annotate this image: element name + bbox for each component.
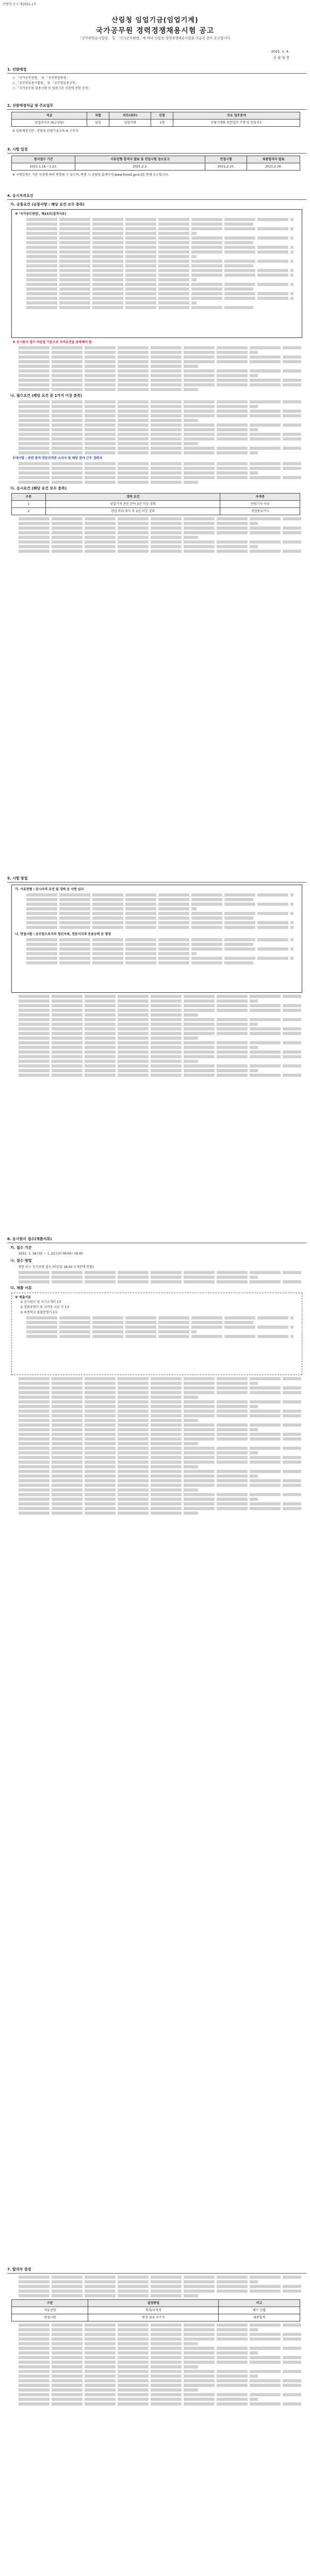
- table-cell: 임업기계: [109, 119, 151, 126]
- table-row: [12, 2307, 300, 2314]
- table-cell: 2021.2.10.: [205, 163, 247, 170]
- notice-number: 산림청 공고 제2021-1호: [3, 3, 37, 6]
- section-1-head: 1. 선발예정: [7, 67, 306, 74]
- table-row: [12, 508, 300, 515]
- result-table: [11, 2299, 300, 2321]
- s4-sub-3: 다. 응시요건 (해당 요건 모두 충족): [10, 486, 67, 490]
- issuer: 산 림 청 장: [273, 55, 289, 60]
- section-6-head: 6. 응시원서 접수(제출서류): [7, 1236, 306, 1243]
- table-header: 비고: [219, 2299, 300, 2307]
- table-cell: 2021.1.18.~1.22.: [12, 163, 75, 170]
- section-1: [7, 67, 306, 91]
- table-header: 경력 요건: [45, 494, 220, 501]
- exam-method-box: [11, 885, 302, 993]
- table-cell: 적격/부적격: [88, 2307, 219, 2314]
- table-row: [12, 501, 300, 508]
- s6-period: 2021. 1. 18.(월) ~ 1. 22.(금) 09:00~18:00: [19, 1252, 83, 1256]
- table-cell: 서류전형: [12, 2307, 88, 2314]
- box-title: ※ 제출서류: [15, 1296, 31, 1299]
- box-line: 나. 면접시험 : 공무원으로서의 정신자세, 전문지식과 응용능력 등 평정: [15, 932, 111, 936]
- notice-date: 2021. 1. 4.: [271, 49, 289, 54]
- table-cell: 1명: [151, 119, 173, 126]
- table-row: [12, 119, 300, 126]
- table-cell: 2021.2.3.: [75, 163, 205, 170]
- table-cell: 산림기사 이상: [220, 501, 300, 508]
- documents-box: [11, 1293, 302, 1375]
- table-header: 서류전형 합격자 발표 및 면접시험 장소공고: [75, 156, 205, 163]
- s6-sub-1: 가. 접수 기간: [10, 1245, 32, 1250]
- schedule-table: [11, 156, 300, 171]
- s3-note: ※ 시험일정은 기관 사정에 따라 변경될 수 있으며, 변경 시 산림청 홈페이지(www.forest.go.kr)를 통해 공고합니다.: [12, 173, 169, 177]
- s6-sub-3: 다. 제출 서류: [10, 1285, 32, 1290]
- table-header: 구분: [12, 494, 46, 501]
- table-cell: 2021.2.18.: [247, 163, 300, 170]
- table-header: 원서접수 기간: [12, 156, 75, 163]
- doc-item: ② 경력증명서 및 자격증 사본 각 1부: [20, 1306, 70, 1309]
- requirements-table: [11, 493, 300, 515]
- table-cell: 임업주사보 (6급상당): [12, 119, 87, 126]
- table-cell: 평정 결과 우수자: [88, 2314, 219, 2321]
- s4-red-note: ※ 응시원서 접수 마감일 기준으로 자격요건을 충족해야 함: [12, 341, 92, 344]
- table-cell: 임업: [87, 119, 109, 126]
- box-title: ※ '국가공무원법', 제33조(결격사유): [15, 212, 67, 216]
- doc-item: ③ 최종학교 졸업증명서 1부: [20, 1311, 58, 1314]
- table-header: 구분: [12, 2299, 88, 2307]
- s6-method: 방문 또는 등기우편 접수 (마감일 18:00 도착분에 한함): [19, 1265, 94, 1269]
- table-header: 최종합격자 발표: [247, 156, 300, 163]
- table-cell: 관련 학위 취득 후 2년 이상 경력: [45, 508, 220, 515]
- s4-sub-1: 가. 공통요건 (공통사항 : 해당 요건 모두 충족): [10, 202, 85, 207]
- doc-item: ① 응시원서 및 자기소개서 1부: [20, 1300, 62, 1304]
- positions-table: [11, 112, 300, 127]
- s6-sub-2: 나. 접수 방법: [10, 1259, 32, 1263]
- section-7: [7, 2267, 306, 2407]
- section-3-head: 3. 시험 일정: [7, 147, 306, 154]
- table-header: 결정방법: [88, 2299, 219, 2307]
- box-title: 가. 서류전형 : 응시자격 요건 및 경력 등 서면 심사: [15, 887, 84, 891]
- table-cell: 배수 선발: [219, 2307, 300, 2314]
- table-cell: 최종합격: [219, 2314, 300, 2321]
- section-3: [7, 147, 306, 178]
- title-line-1: 산림청 임업기금(임업기계): [111, 16, 199, 24]
- table-header: 면접시험: [205, 156, 247, 163]
- section-6: [7, 1236, 306, 1516]
- section-4: [7, 193, 306, 554]
- disqualification-box: [11, 209, 302, 338]
- intro-text: 「공무원임용시험령」 및 「국가공무원법」에 따라 산림청 경력경쟁채용시험을 다음과 같이 공고합니다.: [78, 36, 231, 40]
- section-5-head: 5. 시험 방법: [7, 876, 306, 883]
- s4-blue-note: 우대사항 : 관련 분야 전문자격증 소지자 및 해당 분야 근무 경력자: [12, 456, 102, 460]
- section-4-head: 4. 응시자격요건: [7, 193, 306, 200]
- s1-line: ○ 「국가공무원법」 및 「공무원임용령」: [12, 76, 70, 80]
- table-cell: 2: [12, 508, 46, 515]
- title-line-2: 국가공무원 경력경쟁채용시험 공고: [95, 26, 215, 35]
- table-row: [12, 2314, 300, 2321]
- table-cell: 1: [12, 501, 46, 508]
- section-5: [7, 876, 306, 1078]
- section-2-head: 2. 선발예정직급 및 주요업무: [7, 103, 306, 110]
- s1-line: ○ 「국가공무원 임용시험 등 임용기준 지정에 관한 규정」: [12, 86, 91, 90]
- table-header: 직무(세부): [109, 112, 151, 119]
- table-cell: 면접시험: [12, 2314, 88, 2321]
- section-7-head: 7. 합격자 결정: [7, 2267, 306, 2274]
- table-row: [12, 163, 300, 170]
- table-header: 직급: [12, 112, 87, 119]
- table-cell: 임업기계 관련 분야 3년 이상 경력: [45, 501, 220, 508]
- section-2: [7, 103, 306, 134]
- dateline: [271, 49, 289, 62]
- table-header: 직렬: [87, 112, 109, 119]
- table-cell: 임업종묘기사: [220, 508, 300, 515]
- table-header: 자격증: [220, 494, 300, 501]
- table-cell: 산림기계화 전문업무 수행 및 현장지도: [173, 119, 300, 126]
- table-header: 인원: [151, 112, 173, 119]
- page-title: [0, 15, 310, 37]
- table-header: 주요 업무분야: [173, 112, 300, 119]
- s4-sub-2: 나. 필수요건 (해당 요건 중 1가지 이상 충족): [10, 394, 83, 398]
- s1-line: ○ 「공무원임용시험령」 및 「공무원임용규칙」: [12, 81, 78, 85]
- s2-note: ※ 임용예정기관 : 산림청 산림기술교육 ※ 근무지: [12, 129, 78, 133]
